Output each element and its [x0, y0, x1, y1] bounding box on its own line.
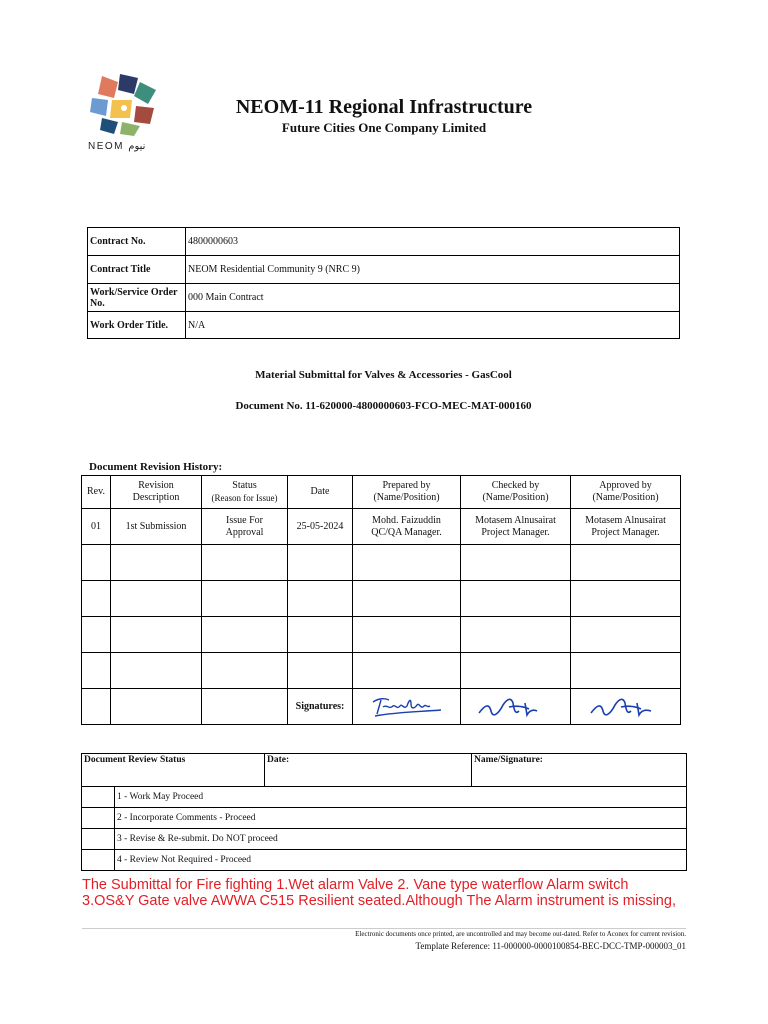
company-name: Future Cities One Company Limited	[281, 120, 487, 135]
template-reference: Template Reference: 11-000000-0000100854-BEC-DCC-TMP-000003_01	[415, 941, 686, 951]
document-title: Material Submittal for Valves & Accessories - GasCool	[255, 369, 512, 381]
revision-row-empty	[82, 653, 681, 689]
contract-label: Contract No.	[88, 228, 186, 256]
checked-by-signature	[461, 689, 571, 725]
review-option-label: 4 - Review Not Required - Proceed	[115, 850, 687, 871]
contract-label: Contract Title	[88, 256, 186, 284]
checked-by-header: Checked by (Name/Position)	[461, 476, 571, 509]
contract-row	[88, 256, 680, 284]
neom-logo	[88, 72, 160, 136]
review-option-label: 3 - Revise & Re-submit. Do NOT proceed	[115, 829, 687, 850]
review-checkbox[interactable]	[82, 850, 115, 871]
date-header: Date	[288, 476, 353, 509]
description-cell: 1st Submission	[111, 509, 202, 545]
status-header: Status (Reason for Issue)	[202, 476, 288, 509]
prepared-by-header: Prepared by (Name/Position)	[353, 476, 461, 509]
review-option-label: 2 - Incorporate Comments - Proceed	[115, 808, 687, 829]
rev-cell: 01	[82, 509, 111, 545]
review-option-row	[82, 787, 687, 808]
contract-row	[88, 284, 680, 312]
contract-value: N/A	[186, 312, 680, 339]
footer-disclaimer: Electronic documents once printed, are uncontrolled and may become out-dated. Refer to Aconex for current revision.	[355, 930, 686, 938]
revision-history-table	[81, 475, 681, 725]
review-option-row	[82, 850, 687, 871]
contract-row	[88, 228, 680, 256]
prepared-by-cell: Mohd. Faizuddin QC/QA Manager.	[353, 509, 461, 545]
approved-by-signature	[571, 689, 681, 725]
contract-value: NEOM Residential Community 9 (NRC 9)	[186, 256, 680, 284]
status-cell: Issue For Approval	[202, 509, 288, 545]
signatures-row	[82, 689, 681, 725]
prepared-by-signature	[353, 689, 461, 725]
contract-label: Work/Service Order No.	[88, 284, 186, 312]
signatures-label: Signatures:	[288, 689, 353, 725]
review-option-row	[82, 829, 687, 850]
review-comment: The Submittal for Fire fighting 1.Wet alarm Valve 2. Vane type waterflow Alarm switch 3.OS&Y Gate valve AWWA C515 Resilient seated.Although The Alarm instrument is missing,	[82, 877, 676, 909]
date-cell: 25-05-2024	[288, 509, 353, 545]
page-title: NEOM-11 Regional Infrastructure	[235, 96, 533, 118]
contract-value: 000 Main Contract	[186, 284, 680, 312]
revision-row-empty	[82, 581, 681, 617]
contract-label: Work Order Title.	[88, 312, 186, 339]
footer-divider	[82, 928, 686, 929]
contract-info-table	[87, 227, 680, 339]
approved-by-header: Approved by (Name/Position)	[571, 476, 681, 509]
checked-by-cell: Motasem Alnusairat Project Manager.	[461, 509, 571, 545]
review-checkbox[interactable]	[82, 829, 115, 850]
review-option-row	[82, 808, 687, 829]
revision-row-empty	[82, 617, 681, 653]
revision-history-heading: Document Revision History:	[89, 461, 223, 473]
review-checkbox[interactable]	[82, 787, 115, 808]
revision-row-empty	[82, 545, 681, 581]
review-status-table	[81, 753, 687, 871]
review-header-row	[82, 754, 687, 787]
review-date-label: Date:	[265, 754, 472, 787]
rev-header: Rev.	[82, 476, 111, 509]
review-name-label: Name/Signature:	[472, 754, 687, 787]
review-option-label: 1 - Work May Proceed	[115, 787, 687, 808]
revision-header-row	[82, 476, 681, 509]
contract-row	[88, 312, 680, 339]
approved-by-cell: Motasem Alnusairat Project Manager.	[571, 509, 681, 545]
logo-wordmark: NEOM نيوم	[88, 141, 146, 152]
review-status-label: Document Review Status	[82, 754, 265, 787]
contract-value: 4800000603	[186, 228, 680, 256]
review-checkbox[interactable]	[82, 808, 115, 829]
description-header: Revision Description	[111, 476, 202, 509]
revision-row	[82, 509, 681, 545]
document-number: Document No. 11-620000-4800000603-FCO-MEC-MAT-000160	[235, 400, 532, 412]
